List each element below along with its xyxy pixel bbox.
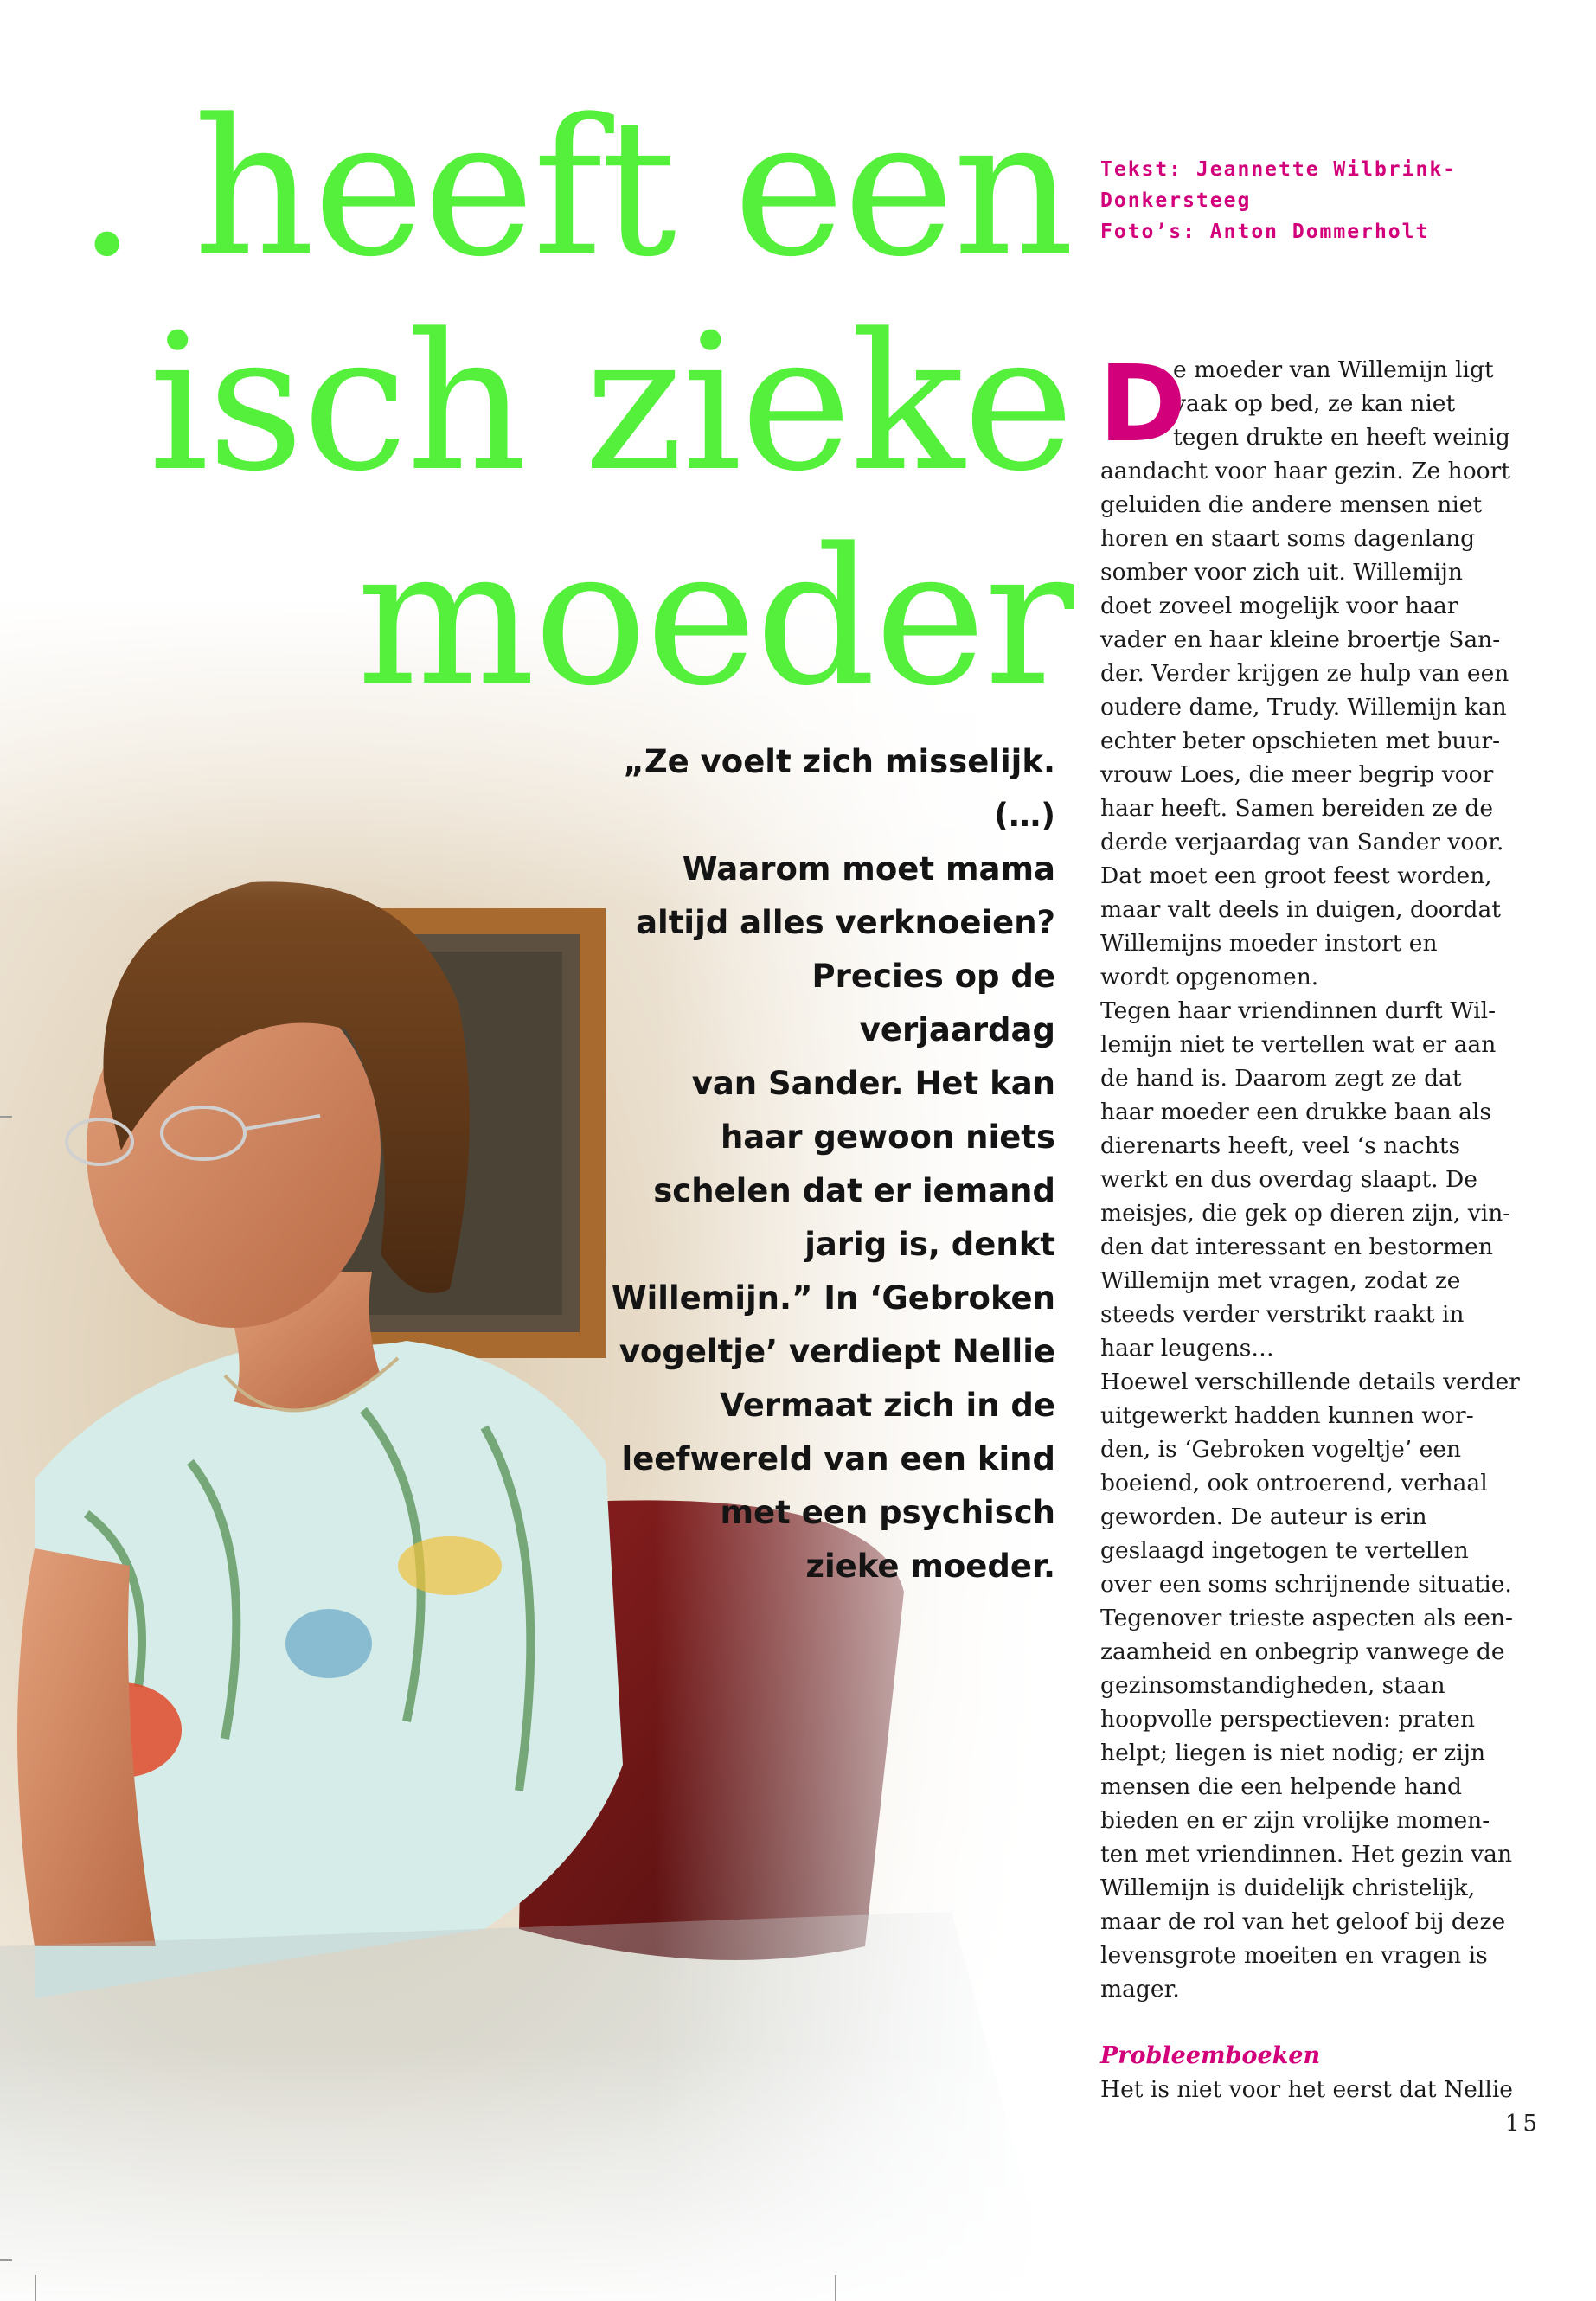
pull-quote-line: Precies op de verjaardag <box>811 958 1055 1048</box>
article-line: e moeder van Willemijn ligt <box>1173 356 1494 383</box>
drop-cap: D <box>1099 343 1187 465</box>
article-line: over een soms schrijnende situatie. <box>1100 1571 1512 1598</box>
section-subhead: Probleemboeken <box>1100 2042 1321 2069</box>
article-line: uitgewerkt hadden kunnen wor- <box>1100 1402 1474 1429</box>
article-line: vaak op bed, ze kan niet <box>1173 390 1456 417</box>
article-line: den dat interessant en bestormen <box>1100 1234 1493 1260</box>
pull-quote-line: „Ze voelt zich misselijk. (…) <box>623 743 1055 834</box>
article-line: doet zoveel mogelijk voor haar <box>1100 593 1458 619</box>
pull-quote-line: altijd alles verknoeien? <box>636 904 1055 941</box>
pull-quote-line: Vermaat zich in de <box>720 1387 1055 1424</box>
article-line: mensen die een helpende hand <box>1100 1773 1462 1800</box>
crop-mark <box>0 2259 12 2261</box>
credit-text-line-2: Donkersteeg <box>1100 189 1252 212</box>
pull-quote-line: haar gewoon niets <box>720 1118 1055 1156</box>
article-line: Dat moet een groot feest worden, <box>1100 862 1492 889</box>
headline-line-3: moeder <box>356 509 1073 727</box>
article-line: den, is ‘Gebroken vogeltje’ een <box>1100 1436 1462 1463</box>
article-line: wordt opgenomen. <box>1100 964 1319 990</box>
article-line: steeds verder verstrikt raakt in <box>1100 1301 1465 1328</box>
article-line: geworden. De auteur is erin <box>1100 1503 1427 1530</box>
article-line: dierenarts heeft, veel ‘s nachts <box>1100 1132 1461 1159</box>
crop-mark <box>0 1116 12 1118</box>
article-line: meisjes, die gek op dieren zijn, vin- <box>1100 1200 1511 1227</box>
pull-quote <box>606 735 1055 1593</box>
headline <box>0 82 1073 726</box>
article-line: Het is niet voor het eerst dat Nellie <box>1100 2076 1513 2103</box>
article-line: somber voor zich uit. Willemijn <box>1100 559 1463 586</box>
credit-photo-line: Foto’s: Anton Dommerholt <box>1100 221 1430 243</box>
article-line: Tegenover trieste aspecten als een- <box>1100 1605 1513 1631</box>
article-line: Willemijns moeder instort en <box>1100 930 1438 957</box>
article-line: tegen drukte en heeft weinig <box>1173 424 1510 451</box>
article-line: hoopvolle perspectieven: praten <box>1100 1706 1476 1733</box>
article-line: echter beter opschieten met buur- <box>1100 727 1501 754</box>
article-line: vader en haar kleine broertje San- <box>1100 626 1501 653</box>
article-line: ten met vriendinnen. Het gezin van <box>1100 1841 1513 1868</box>
headline-line-1: . heeft een <box>76 80 1073 298</box>
pull-quote-line: vogeltje’ verdiept Nellie <box>619 1333 1055 1370</box>
pull-quote-line: jarig is, denkt <box>804 1226 1055 1263</box>
pull-quote-line: schelen dat er iemand <box>653 1172 1055 1209</box>
page-number: 15 <box>1505 2111 1542 2137</box>
pull-quote-line: van Sander. Het kan <box>691 1065 1055 1102</box>
article-line: haar leugens… <box>1100 1335 1274 1362</box>
article-line: Hoewel verschillende details verder <box>1100 1368 1520 1395</box>
article-line: boeiend, ook ontroerend, verhaal <box>1100 1470 1488 1497</box>
article-line: levensgrote moeiten en vragen is <box>1100 1942 1488 1969</box>
pull-quote-line: leefwereld van een kind <box>621 1440 1055 1477</box>
article-line: der. Verder krijgen ze hulp van een <box>1100 660 1509 687</box>
article-line: mager. <box>1100 1976 1180 2003</box>
article-line: zaamheid en onbegrip vanwege de <box>1100 1638 1505 1665</box>
article-line: geslaagd ingetogen te vertellen <box>1100 1537 1469 1564</box>
article-column <box>1099 343 1550 2106</box>
pull-quote-line: Willemijn.” In ‘Gebroken <box>611 1279 1055 1317</box>
article-line: gezinsomstandigheden, staan <box>1100 1672 1445 1699</box>
article-line: maar valt deels in duigen, doordat <box>1100 896 1501 923</box>
pull-quote-line: Waarom moet mama <box>682 850 1055 888</box>
article-line: haar moeder een drukke baan als <box>1100 1099 1491 1125</box>
article-line: horen en staart soms dagenlang <box>1100 525 1476 552</box>
headline-line-2: isch zieke <box>148 294 1073 513</box>
crop-mark <box>835 2275 836 2301</box>
article-line: Willemijn is duidelijk christelijk, <box>1100 1875 1476 1901</box>
article-line: helpt; liegen is niet nodig; er zijn <box>1100 1740 1486 1766</box>
article-line: oudere dame, Trudy. Willemijn kan <box>1100 694 1507 721</box>
article-line: bieden en er zijn vrolijke momen- <box>1100 1807 1490 1834</box>
article-line: Tegen haar vriendinnen durft Wil- <box>1100 997 1497 1024</box>
pull-quote-line: zieke moeder. <box>805 1548 1055 1585</box>
credits <box>1100 154 1550 247</box>
article-line: de hand is. Daarom zegt ze dat <box>1100 1065 1462 1092</box>
article-line: lemijn niet te vertellen wat er aan <box>1100 1031 1497 1058</box>
article-line: derde verjaardag van Sander voor. <box>1100 829 1504 856</box>
article-line: Willemijn met vragen, zodat ze <box>1100 1267 1461 1294</box>
article-line: vrouw Loes, die meer begrip voor <box>1100 761 1494 788</box>
credit-text-line-1: Tekst: Jeannette Wilbrink- <box>1100 158 1458 181</box>
article-body <box>1099 343 1550 2006</box>
article-line: werkt en dus overdag slaapt. De <box>1100 1166 1477 1193</box>
crop-mark <box>35 2275 36 2301</box>
article-line: aandacht voor haar gezin. Ze hoort <box>1100 458 1510 484</box>
article-line: maar de rol van het geloof bij deze <box>1100 1908 1506 1935</box>
article-line: geluiden die andere mensen niet <box>1100 491 1483 518</box>
pull-quote-line: met een psychisch <box>720 1494 1055 1531</box>
article-line: haar heeft. Samen bereiden ze de <box>1100 795 1494 822</box>
